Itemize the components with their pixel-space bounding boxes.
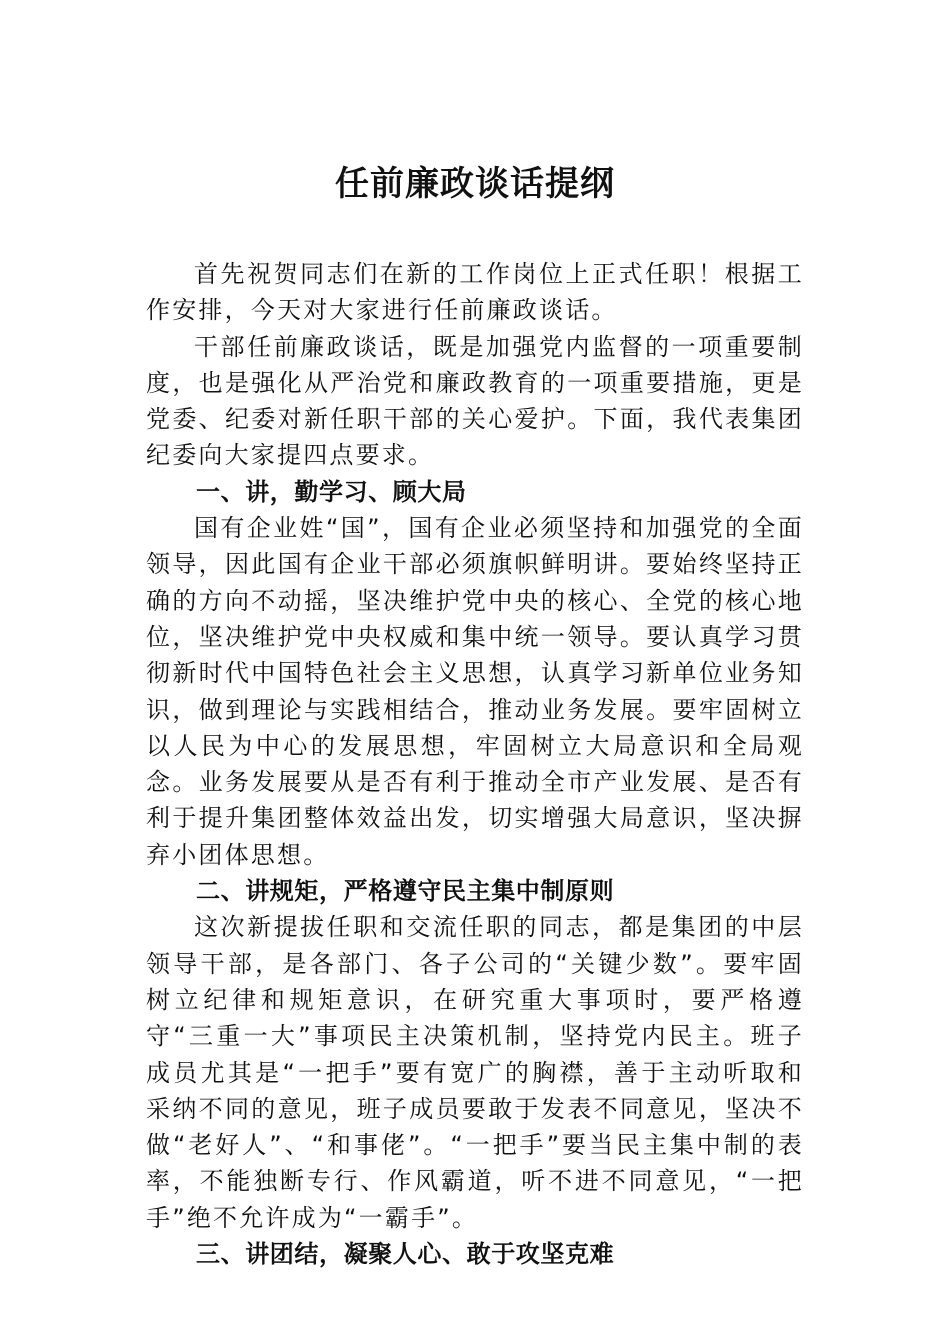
section-heading-3: 三、讲团结，凝聚人心、敢于攻坚克难 bbox=[196, 1240, 615, 1269]
paragraph-greeting: 首先祝贺同志们在新的工作岗位上正式任职！根据工作安排，今天对大家进行任前廉政谈话。 bbox=[146, 260, 804, 325]
document-title: 任前廉政谈话提纲 bbox=[335, 164, 615, 204]
document-body bbox=[146, 256, 804, 1272]
paragraph-section-2: 这次新提拔任职和交流任职的同志，都是集团的中层领导干部，是各部门、各子公司的“关键少数”。要牢固树立纪律和规矩意识，在研究重大事项时，要严格遵守“三重一大”事项民主决策机制，坚持党内民主。班子成员尤其是“一把手”要有宽广的胸襟，善于主动听取和采纳不同的意见，班子成员要敢于发表不同意见，坚决不做“老好人”、“和事佬”。“一把手”要当民主集中制的表率，不能独断专行、作风霸道，听不进不同意见，“一把手”绝不允许成为“一霸手”。 bbox=[146, 913, 804, 1232]
section-heading-2: 二、讲规矩，严格遵守民主集中制原则 bbox=[196, 877, 615, 906]
paragraph-section-1: 国有企业姓“国”，国有企业必须坚持和加强党的全面领导，因此国有企业干部必须旗帜鲜明讲。要始终坚持正确的方向不动摇，坚决维护党中央的核心、全党的核心地位，坚决维护党中央权威和集中统一领导。要认真学习贯彻新时代中国特色社会主义思想，认真学习新单位业务知识，做到理论与实践相结合，推动业务发展。要牢固树立以人民为中心的发展思想，牢固树立大局意识和全局观念。业务发展要从是否有利于推动全市产业发展、是否有利于提升集团整体效益出发，切实增强大局意识，坚决摒弃小团体思想。 bbox=[146, 514, 804, 869]
section-heading-1: 一、讲，勤学习、顾大局 bbox=[196, 477, 467, 506]
paragraph-introduction: 干部任前廉政谈话，既是加强党内监督的一项重要制度，也是强化从严治党和廉政教育的一项重要措施，更是党委、纪委对新任职干部的关心爱护。下面，我代表集团纪委向大家提四点要求。 bbox=[146, 332, 804, 470]
